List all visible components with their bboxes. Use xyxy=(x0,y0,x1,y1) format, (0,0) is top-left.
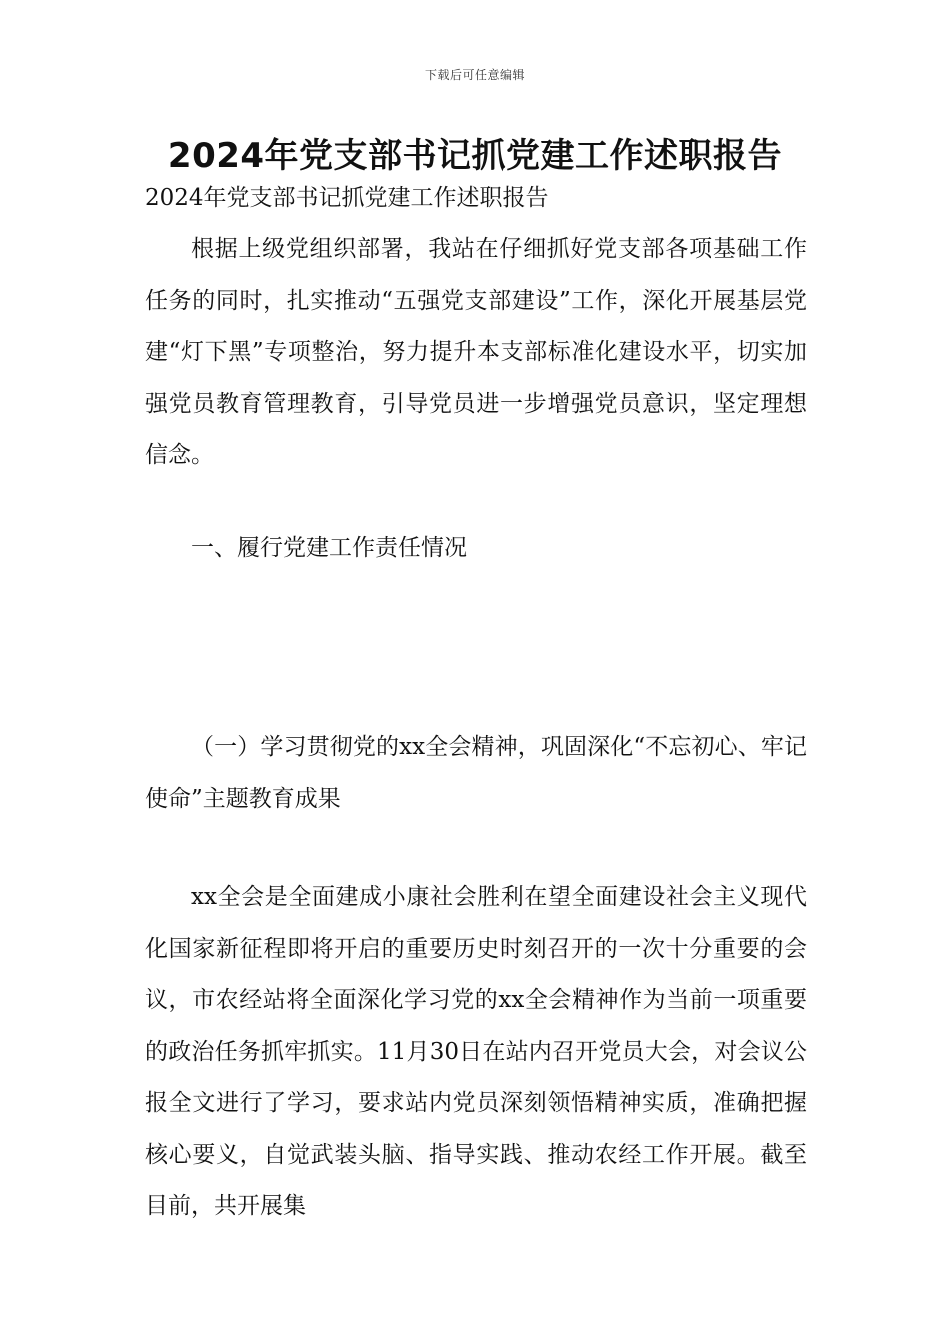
document-subtitle: 2024年党支部书记抓党建工作述职报告 xyxy=(145,185,549,211)
document-title: 2024年党支部书记抓党建工作述职报告 xyxy=(167,136,783,176)
section-heading-1: 一、履行党建工作责任情况 xyxy=(191,535,467,561)
page-header-note: 下载后可任意编辑 xyxy=(424,68,525,82)
body-paragraph-2: xx全会是全面建成小康社会胜利在望全面建设社会主义现代化国家新征程即将开启的重要历史时刻召开的一次十分重要的会议，市农经站将全面深化学习党的xx全会精神作为当前一项重要的政治任务抓牢抓实。11月30日在站内召开党员大会，对会议公报全文进行了学习，要求站内党员深刻领悟精神实质，准确把握核心要义，自觉武装头脑、指导实践、推动农经工作开展。截至目前，共开展集 xyxy=(145,884,807,1219)
subsection-heading-1: （一）学习贯彻党的xx全会精神，巩固深化“不忘初心、牢记使命”主题教育成果 xyxy=(145,734,807,812)
intro-paragraph: 根据上级党组织部署，我站在仔细抓好党支部各项基础工作任务的同时，扎实推动“五强党支部建设”工作，深化开展基层党建“灯下黑”专项整治，努力提升本支部标准化建设水平，切实加强党员教育管理教育，引导党员进一步增强党员意识，坚定理想信念。 xyxy=(145,236,807,468)
